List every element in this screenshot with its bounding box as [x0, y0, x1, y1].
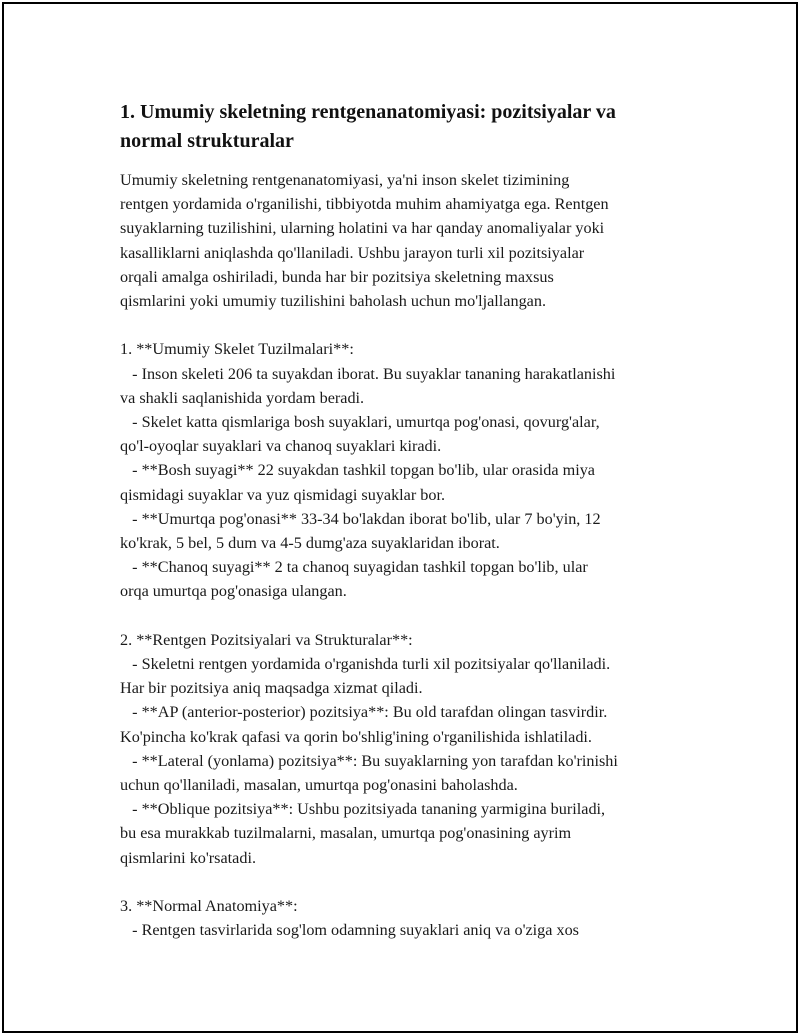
text-line: - Inson skeleti 206 ta suyakdan iborat. Bu suyaklar tananing harakatlanishi [120, 364, 616, 383]
text-line: - **Umurtqa pog'onasi** 33-34 bo'lakdan iborat bo'lib, ular 7 bo'yin, 12 [120, 509, 601, 528]
text-line: - **Oblique pozitsiya**: Ushbu pozitsiyada tananing yarmigina buriladi, [120, 800, 606, 819]
text-line: qo'l-oyoqlar suyaklari va chanoq suyaklari kiradi. [120, 437, 442, 456]
text-line: bu esa murakkab tuzilmalarni, masalan, umurtqa pog'onasining ayrim [120, 824, 572, 843]
text-line: 3. **Normal Anatomiya**: [120, 897, 298, 916]
text-line: Umumiy skeletning rentgenanatomiyasi, ya'ni inson skelet tizimining [120, 171, 570, 189]
text-line: orqali amalga oshiriladi, bunda har bir pozitsiya skeletning maxsus [120, 267, 554, 286]
title-line: normal strukturalar [120, 130, 294, 152]
text-line: suyaklarning tuzilishini, ularning holatini va har qanday anomaliyalar yoki [120, 219, 605, 238]
intro-paragraph [120, 168, 700, 313]
text-line: 2. **Rentgen Pozitsiyalari va Strukturalar**: [120, 630, 413, 649]
text-line: qismlarini yoki umumiy tuzilishini baholash uchun mo'ljallangan. [120, 292, 546, 311]
title-line: 1. Umumiy skeletning rentgenanatomiyasi: pozitsiyalar va [120, 101, 616, 123]
text-line: orqa umurtqa pog'onasiga ulangan. [120, 582, 347, 601]
text-line: - Skeletni rentgen yordamida o'rganishda turli xil pozitsiyalar qo'llaniladi. [120, 655, 611, 674]
section-normal-anatomy [120, 894, 700, 942]
text-line: 1. **Umumiy Skelet Tuzilmalari**: [120, 340, 354, 359]
text-line: - Skelet katta qismlariga bosh suyaklari, umurtqa pog'onasi, qovurg'alar, [120, 413, 600, 432]
page-title [120, 98, 700, 156]
text-line: - **Bosh suyagi** 22 suyakdan tashkil topgan bo'lib, ular orasida miya [120, 461, 595, 480]
section-skeleton-structures [120, 337, 700, 603]
page-frame [2, 2, 798, 1033]
spacer [120, 870, 700, 894]
text-line: - **Lateral (yonlama) pozitsiya**: Bu suyaklarning yon tarafdan ko'rinishi [120, 751, 618, 770]
text-line: ko'krak, 5 bel, 5 dum va 4-5 dumg'aza suyaklaridan iborat. [120, 534, 500, 553]
document-body [120, 98, 700, 942]
text-line: uchun qo'llaniladi, masalan, umurtqa pog'onasini baholashda. [120, 776, 518, 795]
text-line: kasalliklarni aniqlashda qo'llaniladi. Ushbu jarayon turli xil pozitsiyalar [120, 243, 585, 262]
text-line: rentgen yordamida o'rganilishi, tibbiyotda muhim ahamiyatga ega. Rentgen [120, 195, 609, 214]
spacer [120, 604, 700, 628]
text-line: qismlarini ko'rsatadi. [120, 848, 256, 867]
text-line: - **AP (anterior-posterior) pozitsiya**: Bu old tarafdan olingan tasvirdir. [120, 703, 608, 722]
text-line: Har bir pozitsiya aniq maqsadga xizmat qiladi. [120, 679, 423, 698]
text-line: qismidagi suyaklar va yuz qismidagi suyaklar bor. [120, 485, 446, 504]
section-xray-positions [120, 628, 700, 870]
text-line: Ko'pincha ko'krak qafasi va qorin bo'shlig'ining o'rganilishida ishlatiladi. [120, 727, 592, 746]
spacer [120, 313, 700, 337]
text-line: - Rentgen tasvirlarida sog'lom odamning suyaklari aniq va o'ziga xos [120, 921, 579, 940]
text-line: va shakli saqlanishida yordam beradi. [120, 388, 365, 407]
text-line: - **Chanoq suyagi** 2 ta chanoq suyagidan tashkil topgan bo'lib, ular [120, 558, 588, 577]
